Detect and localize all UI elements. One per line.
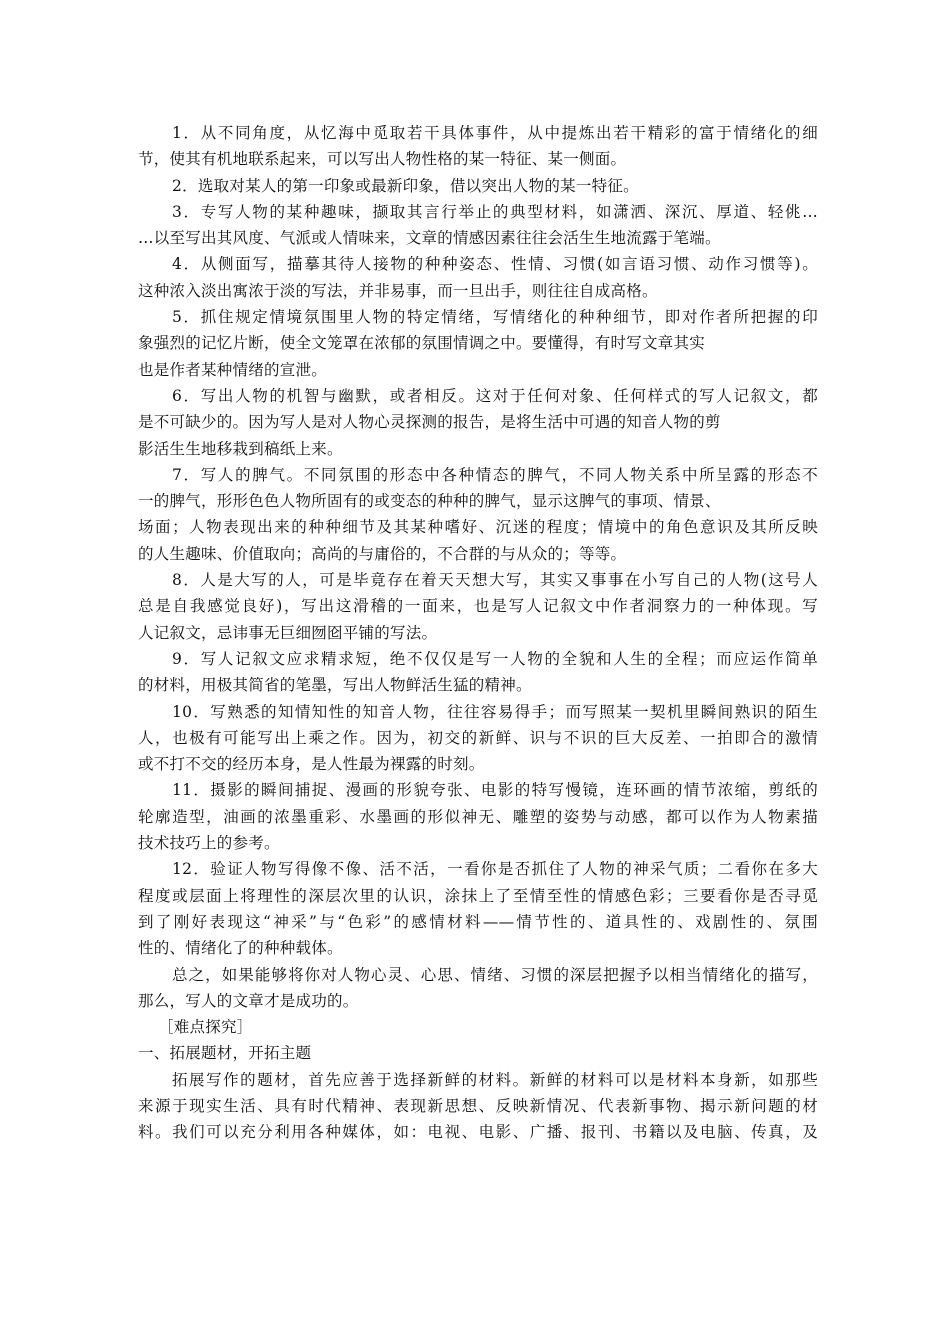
- text-line: 一、拓展题材，开拓主题: [138, 1044, 312, 1063]
- text-line: 人，也极有可能写出上乘之作。因为，初交的新鲜、识与不识的巨大反差、一拍即合的激情: [138, 728, 818, 747]
- text-line: 场面；人物表现出来的种种细节及其某种嗜好、沉迷的程度；情境中的角色意识及其所反映: [138, 518, 818, 537]
- text-line: 4．从侧面写，描摹其待人接物的种种姿态、性情、习惯(如言语习惯、动作习惯等)。: [172, 255, 818, 274]
- text-line: 来源于现实生活、具有时代精神、表现新思想、反映新情况、代表新事物、揭示新问题的材: [138, 1096, 818, 1115]
- text-line: 轮廓造型，油画的浓墨重彩、水墨画的形似神无、雕塑的姿势与动感，都可以作为人物素描: [138, 807, 818, 826]
- text-line: 7．写人的脾气。不同氛围的形态中各种情态的脾气，不同人物关系中所呈露的形态不: [172, 465, 818, 484]
- text-line: 12．验证人物写得像不像、活不活，一看你是否抓住了人物的神采气质；二看你在多大: [172, 860, 818, 879]
- text-line: 也是作者某种情绪的宣泄。: [138, 360, 328, 379]
- text-line: 人记叙文，忌讳事无巨细囫囵平铺的写法。: [138, 623, 438, 642]
- text-line: 总是自我感觉良好)，写出这滑稽的一面来，也是写人记叙文中作者洞察力的一种体现。写: [138, 597, 818, 616]
- text-line: 6．写出人物的机智与幽默，或者相反。这对于任何对象、任何样式的写人记叙文，都: [172, 386, 818, 405]
- text-line: 8．人是大写的人，可是毕竟存在着天天想大写，其实又事事在小写自己的人物(这号人: [172, 571, 818, 590]
- text-line: 3．专写人物的某种趣味，撷取其言行举止的典型材料，如潇洒、深沉、厚道、轻佻…: [172, 202, 818, 221]
- text-line: ［难点探究］: [158, 1018, 253, 1037]
- text-line: 这种浓入淡出寓浓于淡的写法，并非易事，而一旦出手，则往往自成高格。: [138, 281, 658, 300]
- text-line: 拓展写作的题材，首先应善于选择新鲜的材料。新鲜的材料可以是材料本身新，如那些: [172, 1070, 818, 1089]
- text-line: 11．摄影的瞬间捕捉、漫画的形貌夸张、电影的特写慢镜，连环画的情节浓缩，剪纸的: [172, 781, 818, 800]
- text-line: 一的脾气，形形色色人物所固有的或变态的种种的脾气，显示这脾气的事项、情景、: [138, 492, 721, 511]
- text-line: 节，使其有机地联系起来，可以写出人物性格的某一特征、某一侧面。: [138, 150, 627, 169]
- text-line: 象强烈的记忆片断，使全文笼罩在浓郁的氛围情调之中。要懂得，有时写文章其实: [138, 334, 706, 353]
- text-line: 5．抓住规定情境氛围里人物的特定情绪，写情绪化的种种细节，即对作者所把握的印: [172, 308, 818, 327]
- text-line: 到了刚好表现这“神采”与“色彩”的感情材料——情节性的、道具性的、戏剧性的、氛围: [138, 912, 818, 931]
- text-line: 10．写熟悉的知情知性的知音人物，往往容易得手；而写照某一契机里瞬间熟识的陌生: [172, 702, 818, 721]
- text-line: 那么，写人的文章才是成功的。: [138, 991, 359, 1010]
- text-line: 9．写人记叙文应求精求短，绝不仅仅是写一人物的全貌和人生的全程；而应运作简单: [172, 649, 818, 668]
- document-body: [138, 120, 818, 1146]
- text-line: 是不可缺少的。因为写人是对人物心灵探测的报告，是将生活中可遇的知音人物的剪: [138, 413, 721, 432]
- text-line: 或不打不交的经历本身，是人性最为裸露的时刻。: [138, 755, 485, 774]
- text-line: …以至写出其风度、气派或人情味来，文章的情感因素往往会活生生地流露于笔端。: [138, 229, 721, 248]
- text-line: 的人生趣味、价值取向；高尚的与庸俗的，不合群的与从众的；等等。: [138, 544, 627, 563]
- text-line: 技术技巧上的参考。: [138, 834, 280, 853]
- text-line: 料。我们可以充分利用各种媒体，如：电视、电影、广播、报刊、书籍以及电脑、传真，及: [138, 1123, 818, 1142]
- text-line: 影活生生地移栽到稿纸上来。: [138, 439, 343, 458]
- text-line: 性的、情绪化了的种种载体。: [138, 939, 343, 958]
- text-line: 程度或层面上将理性的深层次里的认识，涂抹上了至情至性的情感色彩；三要看你是否寻觅: [138, 886, 818, 905]
- text-line: 总之，如果能够将你对人物心灵、心思、情绪、习惯的深层把握予以相当情绪化的描写，: [172, 965, 818, 984]
- text-line: 2．选取对某人的第一印象或最新印象，借以突出人物的某一特征。: [172, 176, 639, 195]
- text-line: 1．从不同角度，从忆海中觅取若干具体事件，从中提炼出若干精彩的富于情绪化的细: [172, 124, 818, 142]
- text-line: 的材料，用极其简省的笔墨，写出人物鲜活生猛的精神。: [138, 676, 532, 695]
